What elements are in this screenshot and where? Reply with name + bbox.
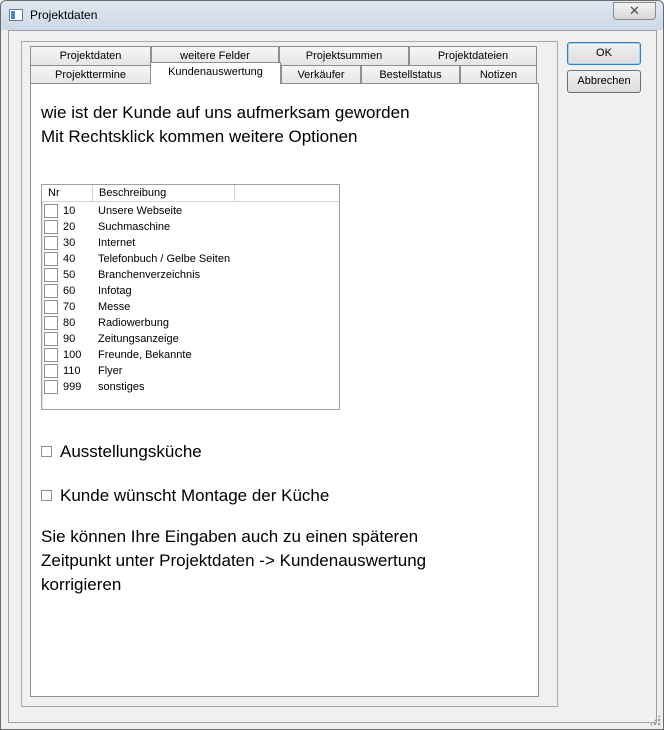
intro-line-2: Mit Rechtsklick kommen weitere Optionen [41, 127, 358, 146]
cancel-button[interactable]: Abbrechen [567, 70, 641, 93]
list-item[interactable] [42, 299, 339, 315]
list-item-nr: 999 [63, 381, 82, 393]
tab-projektsummen[interactable]: Projektsummen [279, 46, 409, 66]
list-item-checkbox[interactable] [44, 268, 58, 282]
list-item-checkbox[interactable] [44, 204, 58, 218]
list-item-description: sonstiges [98, 381, 145, 393]
list-item[interactable] [42, 331, 339, 347]
montage-label[interactable]: Kunde wünscht Montage der Küche [60, 486, 330, 505]
listview-header [42, 185, 339, 202]
tab-weitere-felder[interactable]: weitere Felder [151, 46, 279, 66]
list-item[interactable] [42, 347, 339, 363]
list-item-description: Branchenverzeichnis [98, 269, 201, 281]
list-item-nr: 90 [63, 333, 76, 345]
tab-bestellstatus[interactable]: Bestellstatus [361, 65, 460, 85]
intro-line-1: wie ist der Kunde auf uns aufmerksam geworden [41, 103, 410, 122]
list-item-checkbox[interactable] [44, 236, 58, 250]
list-item[interactable] [42, 379, 339, 395]
list-item-checkbox[interactable] [44, 252, 58, 266]
window-title: Projektdaten [30, 8, 98, 22]
list-item-nr: 100 [63, 349, 82, 361]
ausstellungskueche-checkbox[interactable] [41, 446, 52, 457]
tab-projektdateien[interactable]: Projektdateien [409, 46, 537, 66]
ausstellungskueche-label[interactable]: Ausstellungsküche [60, 442, 202, 461]
list-item-description: Unsere Webseite [98, 205, 183, 217]
footer-note-line-3: korrigieren [41, 575, 122, 594]
list-item-nr: 60 [63, 285, 76, 297]
tab-kundenauswertung[interactable]: Kundenauswertung [150, 62, 281, 84]
list-item-nr: 40 [63, 253, 76, 265]
list-item[interactable] [42, 219, 339, 235]
list-item[interactable] [42, 203, 339, 219]
list-item[interactable] [42, 235, 339, 251]
list-item-nr: 50 [63, 269, 76, 281]
source-listview[interactable] [41, 184, 340, 410]
tab-projektdaten[interactable]: Projektdaten [30, 46, 151, 66]
list-item-description: Infotag [98, 285, 132, 297]
list-item-checkbox[interactable] [44, 300, 58, 314]
app-icon [9, 9, 23, 21]
list-item-nr: 10 [63, 205, 76, 217]
list-item-nr: 110 [63, 365, 81, 377]
close-button[interactable]: ✕ [613, 2, 656, 20]
list-item-description: Messe [98, 301, 131, 313]
tab-notizen[interactable]: Notizen [460, 65, 537, 85]
list-item-nr: 30 [63, 237, 76, 249]
list-item-description: Freunde, Bekannte [98, 349, 192, 361]
list-item-description: Suchmaschine [98, 221, 171, 233]
list-item-checkbox[interactable] [44, 332, 58, 346]
montage-checkbox[interactable] [41, 490, 52, 501]
list-item-description: Telefonbuch / Gelbe Seiten [98, 253, 231, 265]
list-item-checkbox[interactable] [44, 364, 58, 378]
footer-note-line-2: Zeitpunkt unter Projektdaten -> Kundenauswertung [41, 551, 427, 570]
list-item[interactable] [42, 251, 339, 267]
ok-button[interactable]: OK [567, 42, 641, 65]
tab-verkaeufer[interactable]: Verkäufer [281, 65, 361, 85]
list-item[interactable] [42, 283, 339, 299]
list-item-description: Radiowerbung [98, 317, 169, 329]
list-item-nr: 20 [63, 221, 76, 233]
footer-note-line-1: Sie können Ihre Eingaben auch zu einen späteren [41, 527, 419, 546]
list-item-checkbox[interactable] [44, 316, 58, 330]
list-item-checkbox[interactable] [44, 380, 58, 394]
list-item-description: Zeitungsanzeige [98, 333, 179, 345]
list-item-nr: 70 [63, 301, 76, 313]
list-item-checkbox[interactable] [44, 284, 58, 298]
tab-projekttermine[interactable]: Projekttermine [30, 65, 151, 85]
list-item[interactable] [42, 315, 339, 331]
column-header-nr[interactable]: Nr [42, 185, 93, 202]
list-item-description: Flyer [98, 365, 123, 377]
list-item-checkbox[interactable] [44, 220, 58, 234]
column-header-beschreibung[interactable]: Beschreibung [93, 185, 235, 202]
list-item-checkbox[interactable] [44, 348, 58, 362]
list-item-description: Internet [98, 237, 136, 249]
title-bar[interactable] [1, 1, 663, 30]
list-item[interactable] [42, 267, 339, 283]
list-item[interactable] [42, 363, 339, 379]
list-item-nr: 80 [63, 317, 76, 329]
